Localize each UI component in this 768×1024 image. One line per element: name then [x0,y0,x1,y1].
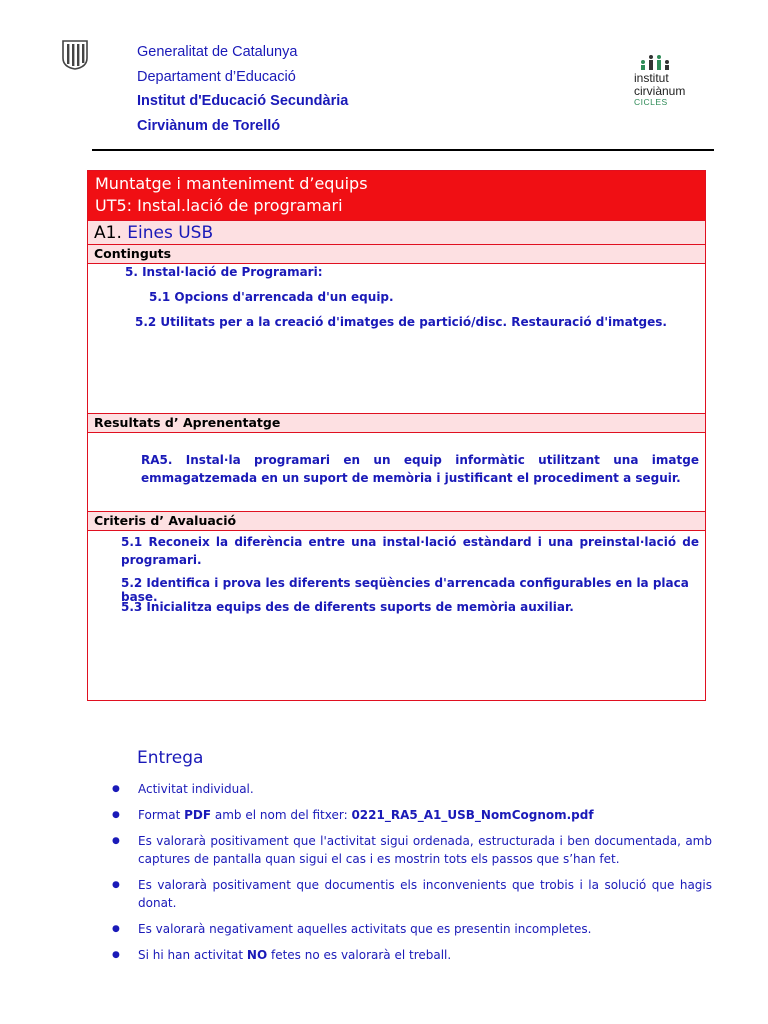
header-divider [92,149,714,151]
contents-item: 5.2 Utilitats per a la creació d'imatges de partició/disc. Restauració d'imatges. [135,315,667,329]
list-item-text: Es valorarà negativament aquelles activitats que es presentin incompletes. [138,922,592,936]
contents-item: 5. Instal·lació de Programari: [125,265,323,279]
institution-header [137,42,348,140]
results-section [88,432,705,511]
bullet-icon: ● [112,836,120,846]
activity-number: A1. [94,223,122,243]
module-title: Muntatge i manteniment d’equips [95,174,368,193]
format-pdf: PDF [184,808,212,822]
header-line-department: Departament d’Educació [137,68,296,85]
list-item [112,920,712,938]
entrega-list [112,780,712,972]
header-line-institute: Institut d'Educació Secundària [137,93,349,109]
institut-cirvianum-logo [634,53,704,107]
results-text: RA5. Instal·la programari en un equip informàtic utilitzant una imatge emmagatzemada en un suport de memòria i justificant el procediment a seguir. [141,453,699,485]
list-item-text: Format PDF amb el nom del fitxer: 0221_RA5_A1_USB_NomCognom.pdf [138,808,594,822]
list-item [112,780,712,798]
criteria-item: 5.1 Reconeix la diferència entre una instal·lació estàndard i una preinstal·lació de programari. [121,535,699,567]
list-item [112,806,712,824]
unit-title: UT5: Instal.lació de programari [95,196,343,215]
bullet-icon: ● [112,810,120,820]
file-name: 0221_RA5_A1_USB_NomCognom.pdf [351,808,594,822]
results-heading: Resultats d’ Aprenentatge [88,413,705,432]
activity-row [88,220,705,244]
list-item-text: Activitat individual. [138,782,254,796]
list-item [112,946,712,964]
activity-name: Eines USB [127,223,214,243]
entrega-title: Entrega [137,748,204,768]
criteria-section [88,530,705,697]
criteria-heading: Criteris d’ Avaluació [88,511,705,530]
logo-text-cirvianum: cirviànum [634,84,686,98]
activity-card [87,170,706,701]
header-line-generalitat: Generalitat de Catalunya [137,44,298,60]
no-emphasis: NO [246,948,268,962]
list-item-text: Es valorarà positivament que l'activitat sigui ordenada, estructurada i ben documentada, amb captures de pantalla quan sigui el cas i es mostrin tots els passos que s’han fet. [138,834,712,866]
bullet-icon: ● [112,924,120,934]
logo-text-cicles: CICLES [634,97,668,107]
bullet-icon: ● [112,784,120,794]
list-item [112,876,712,912]
card-title-bar [88,171,705,220]
criteria-item: 5.3 Inicialitza equips des de diferents suports de memòria auxiliar. [121,600,574,614]
list-item-text: Es valorarà positivament que documentis els inconvenients que trobis i la solució que hagis donat. [138,878,712,910]
contents-section [88,263,705,413]
header-line-location: Cirviànum de Torelló [137,117,281,134]
logo-text-institut: institut [634,71,669,85]
people-dots-icon [640,53,670,71]
contents-heading: Continguts [88,244,705,263]
bullet-icon: ● [112,880,120,890]
criteria-item: 5.2 Identifica i prova les diferents seqüències d'arrencada configurables en la placa base. [121,576,689,604]
list-item [112,832,712,868]
list-item-text: Si hi han activitat NO fetes no es valorarà el treball. [138,948,452,962]
generalitat-logo-icon [62,40,88,70]
contents-item: 5.1 Opcions d'arrencada d'un equip. [149,290,394,304]
bullet-icon: ● [112,950,120,960]
